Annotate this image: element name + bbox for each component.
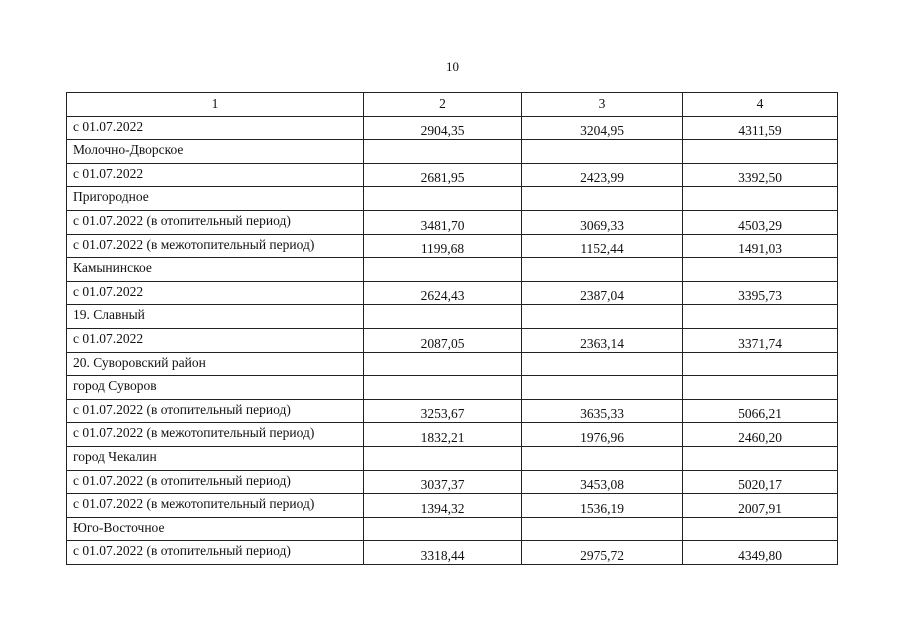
value-cell: [522, 187, 683, 211]
value-cell: [522, 258, 683, 282]
row-label: город Суворов: [67, 376, 364, 400]
value-cell: 3371,74: [683, 328, 838, 352]
table-header-row: [67, 93, 838, 117]
row-label: с 01.07.2022: [67, 328, 364, 352]
value-cell: 3395,73: [683, 281, 838, 305]
row-label: Камынинское: [67, 258, 364, 282]
value-cell: [683, 446, 838, 470]
value-cell: 3204,95: [522, 116, 683, 140]
value-cell: 5020,17: [683, 470, 838, 494]
value-cell: 2423,99: [522, 163, 683, 187]
value-cell: 3037,37: [364, 470, 522, 494]
page-number: 10: [446, 59, 459, 74]
value-cell: [522, 517, 683, 541]
value-cell: [683, 376, 838, 400]
value-cell: [364, 258, 522, 282]
table-row: [67, 258, 838, 282]
row-label: с 01.07.2022 (в отопительный период): [67, 210, 364, 234]
value-cell: 3481,70: [364, 210, 522, 234]
value-cell: 2363,14: [522, 328, 683, 352]
value-cell: 4311,59: [683, 116, 838, 140]
table-row: [67, 446, 838, 470]
tariff-table: [66, 92, 838, 565]
value-cell: [683, 140, 838, 164]
row-label: с 01.07.2022 (в отопительный период): [67, 541, 364, 565]
value-cell: 2387,04: [522, 281, 683, 305]
table-row: [67, 281, 838, 305]
value-cell: [522, 446, 683, 470]
value-cell: 3253,67: [364, 399, 522, 423]
value-cell: [522, 376, 683, 400]
column-header: 4: [683, 93, 838, 117]
value-cell: 1536,19: [522, 494, 683, 518]
value-cell: [683, 258, 838, 282]
table-row: [67, 470, 838, 494]
table-row: [67, 376, 838, 400]
value-cell: [364, 517, 522, 541]
value-cell: [522, 140, 683, 164]
table-row: [67, 517, 838, 541]
row-label: с 01.07.2022 (в межотопительный период): [67, 494, 364, 518]
value-cell: [364, 187, 522, 211]
column-header: 1: [67, 93, 364, 117]
value-cell: [683, 187, 838, 211]
value-cell: [364, 140, 522, 164]
table-row: [67, 187, 838, 211]
value-cell: 3318,44: [364, 541, 522, 565]
value-cell: 2975,72: [522, 541, 683, 565]
row-label: 20. Суворовский район: [67, 352, 364, 376]
value-cell: [683, 352, 838, 376]
value-cell: [522, 352, 683, 376]
value-cell: 1199,68: [364, 234, 522, 258]
value-cell: [364, 376, 522, 400]
table-row: [67, 210, 838, 234]
table-row: [67, 116, 838, 140]
column-header: 2: [364, 93, 522, 117]
value-cell: 1832,21: [364, 423, 522, 447]
table-row: [67, 328, 838, 352]
row-label: Юго-Восточное: [67, 517, 364, 541]
value-cell: 3453,08: [522, 470, 683, 494]
value-cell: 2460,20: [683, 423, 838, 447]
value-cell: [364, 446, 522, 470]
row-label: Молочно-Дворское: [67, 140, 364, 164]
value-cell: 3392,50: [683, 163, 838, 187]
row-label: с 01.07.2022: [67, 163, 364, 187]
row-label: с 01.07.2022 (в межотопительный период): [67, 234, 364, 258]
table-row: [67, 163, 838, 187]
value-cell: 3069,33: [522, 210, 683, 234]
row-label: с 01.07.2022 (в отопительный период): [67, 399, 364, 423]
value-cell: 1152,44: [522, 234, 683, 258]
value-cell: [522, 305, 683, 329]
row-label: с 01.07.2022: [67, 281, 364, 305]
column-header: 3: [522, 93, 683, 117]
table-row: [67, 305, 838, 329]
value-cell: [364, 305, 522, 329]
table-row: [67, 494, 838, 518]
value-cell: 2624,43: [364, 281, 522, 305]
value-cell: 5066,21: [683, 399, 838, 423]
row-label: Пригородное: [67, 187, 364, 211]
value-cell: 1976,96: [522, 423, 683, 447]
table-row: [67, 541, 838, 565]
table-row: [67, 234, 838, 258]
value-cell: 2904,35: [364, 116, 522, 140]
value-cell: 2681,95: [364, 163, 522, 187]
value-cell: 2087,05: [364, 328, 522, 352]
value-cell: 1491,03: [683, 234, 838, 258]
value-cell: 4503,29: [683, 210, 838, 234]
table-row: [67, 140, 838, 164]
value-cell: [364, 352, 522, 376]
value-cell: [683, 517, 838, 541]
value-cell: 1394,32: [364, 494, 522, 518]
value-cell: 4349,80: [683, 541, 838, 565]
row-label: с 01.07.2022: [67, 116, 364, 140]
row-label: с 01.07.2022 (в отопительный период): [67, 470, 364, 494]
row-label: город Чекалин: [67, 446, 364, 470]
row-label: 19. Славный: [67, 305, 364, 329]
table-row: [67, 423, 838, 447]
table-row: [67, 352, 838, 376]
table-row: [67, 399, 838, 423]
value-cell: 3635,33: [522, 399, 683, 423]
value-cell: [683, 305, 838, 329]
value-cell: 2007,91: [683, 494, 838, 518]
row-label: с 01.07.2022 (в межотопительный период): [67, 423, 364, 447]
